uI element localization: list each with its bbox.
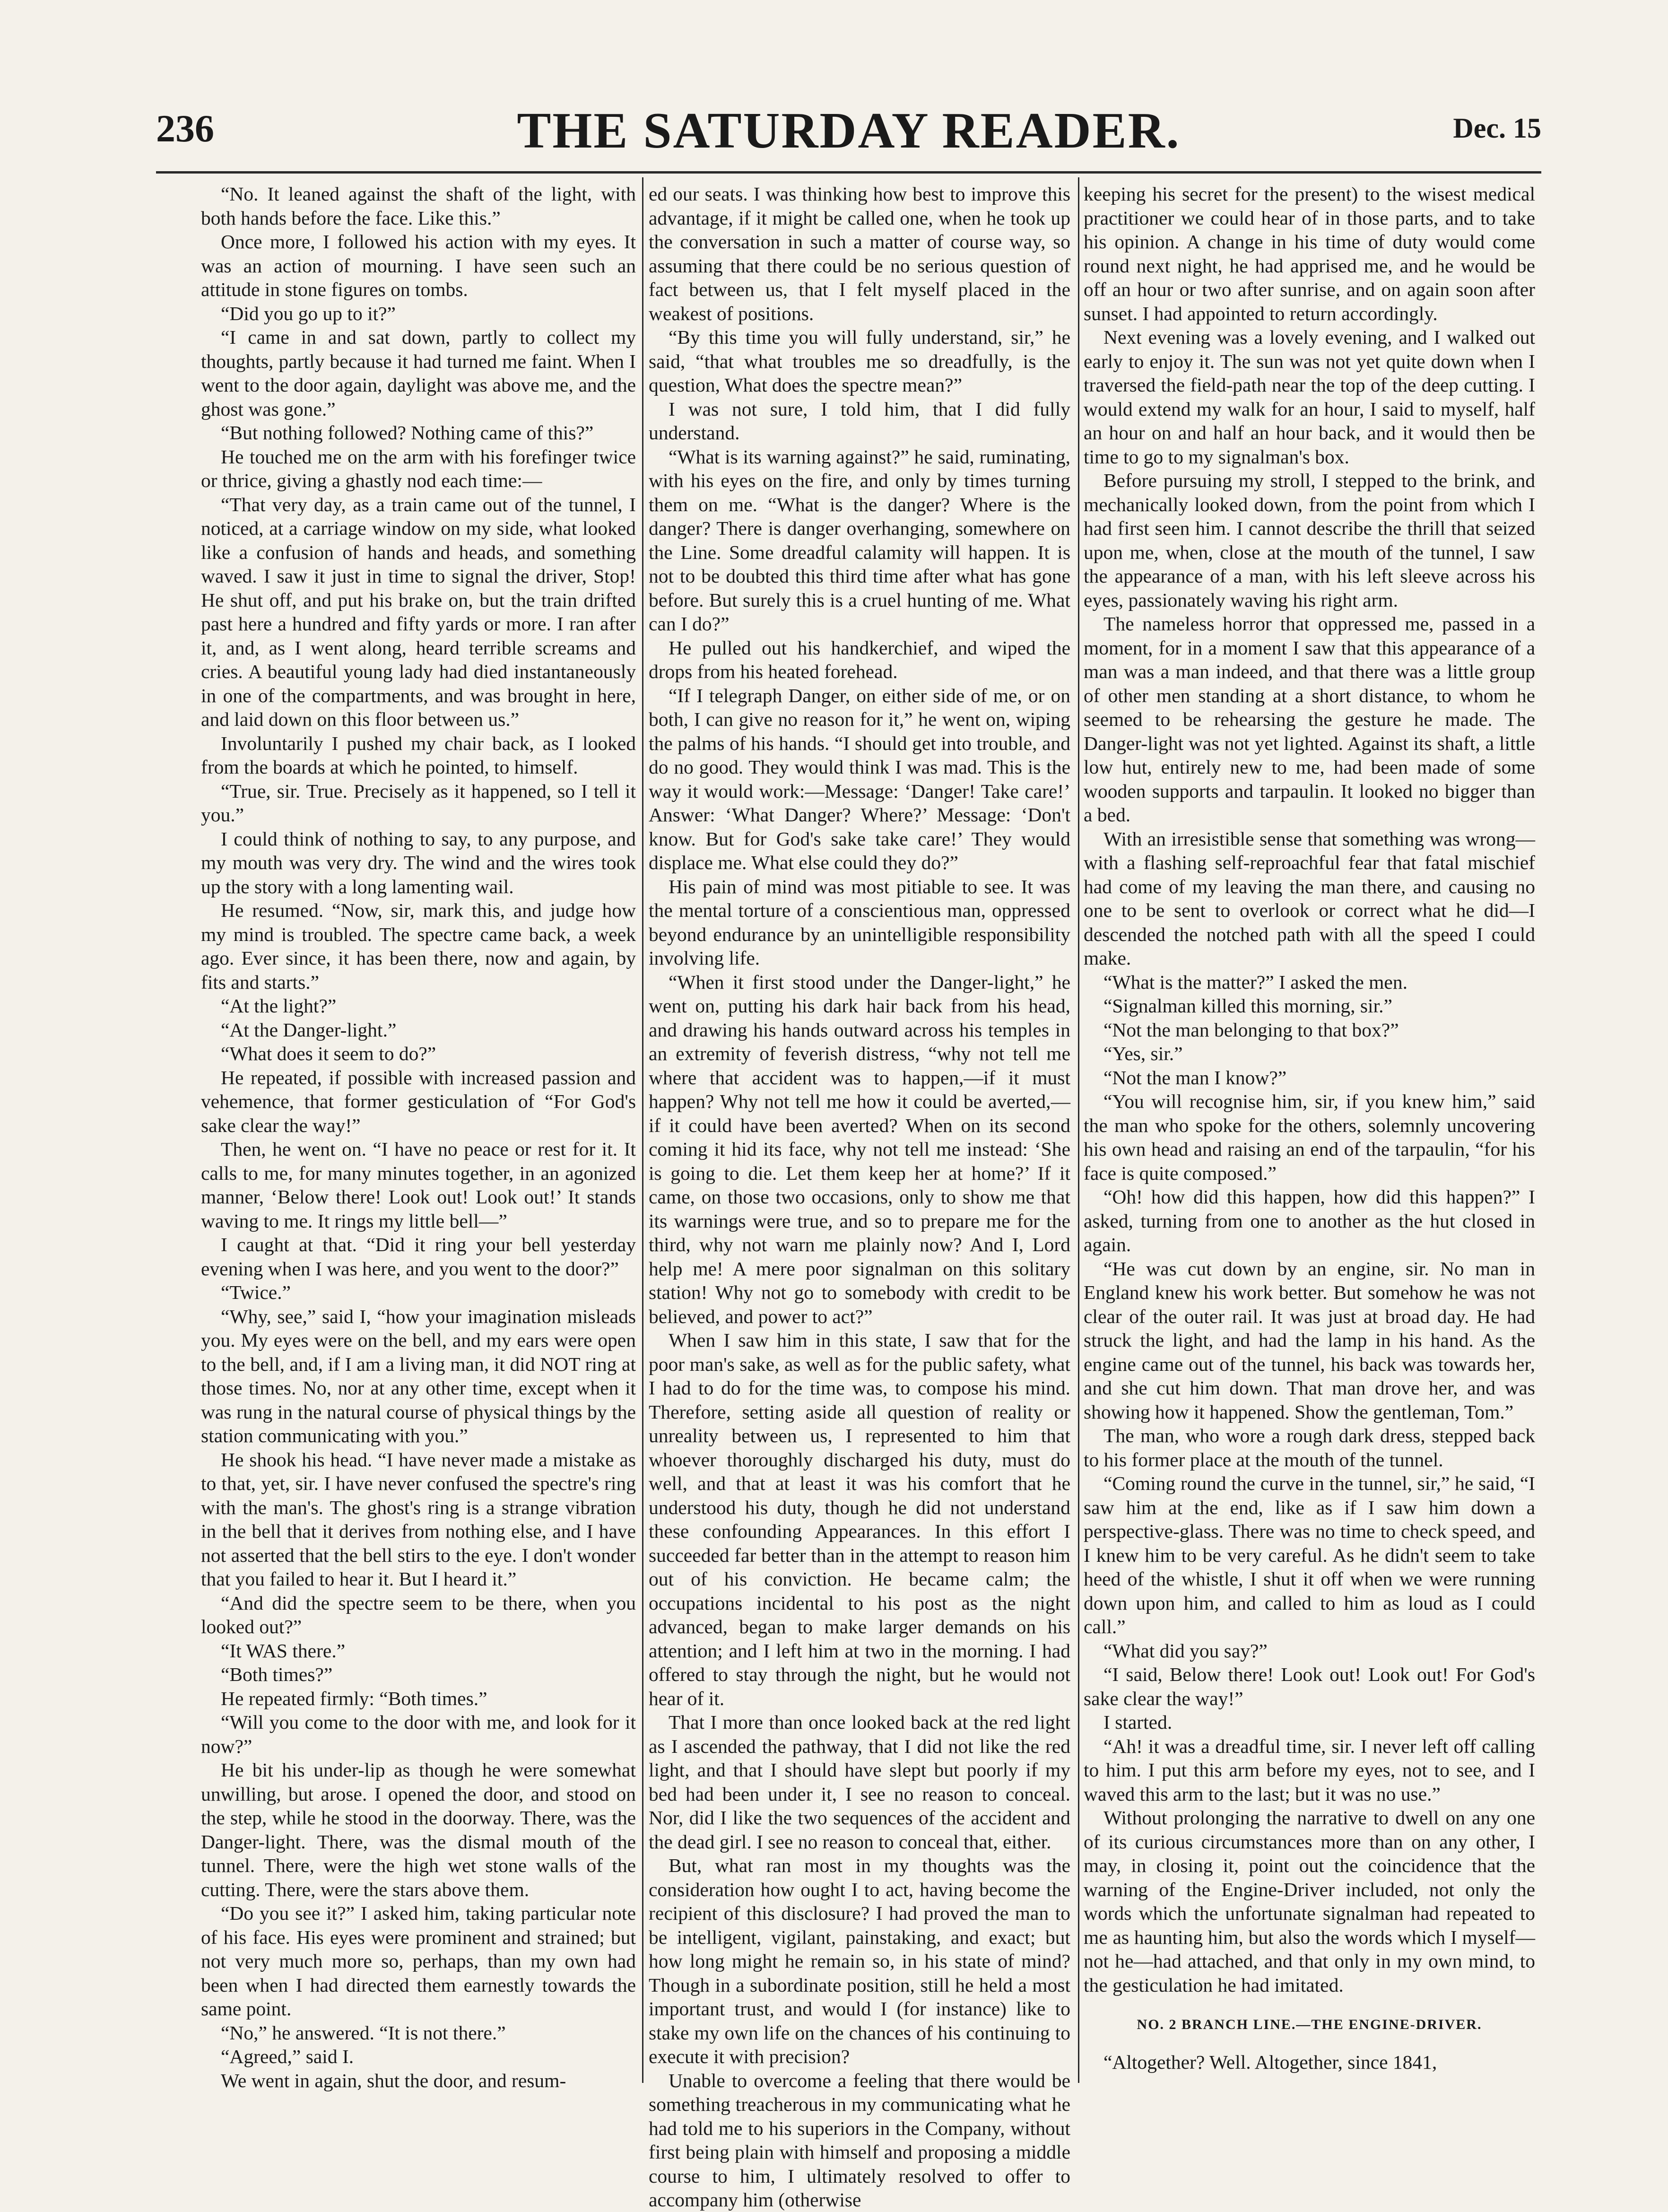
paragraph: Unable to overcome a feeling that there would be something treacherous in my communicating what he had told me to his superiors in the Company, without first being plain with himself and proposing a middle course to him, I ultimately resolved to offer to accompany him (otherwise	[649, 2069, 1070, 2211]
paragraph: “Not the man I know?”	[1103, 1066, 1287, 1089]
paragraph: “I said, Below there! Look out! Look out! For God's sake clear the way!”	[1084, 1663, 1535, 1709]
text-column-1	[201, 182, 636, 2111]
paragraph: He touched me on the arm with his forefinger twice or thrice, giving a ghastly nod each time:—	[201, 445, 636, 491]
paragraph: ed our seats. I was thinking how best to improve this advantage, if it might be called one, when he took up the conversation in such a matter of course way, so assuming that there could be no serious question of fact between us, that I felt myself placed in the weakest of positions.	[649, 183, 1070, 324]
paragraph: With an irresistible sense that something was wrong—with a flashing self-reproachful fear that fatal mischief had come of my leaving the man there, and causing no one to be sent to overlook or correct what he did—I descended the notched path with all the speed I could make.	[1084, 827, 1535, 969]
paragraph: He shook his head. “I have never made a mistake as to that, yet, sir. I have never confused the spectre's ring with the man's. The ghost's ring is a strange vibration in the bell that it derives from nothing else, and I have not asserted that the bell stirs to the eye. I don't wonder that you failed to hear it. But I heard it.”	[201, 1448, 636, 1590]
paragraph: “Not the man belonging to that box?”	[1103, 1019, 1399, 1041]
paragraph: “Do you see it?” I asked him, taking particular note of his face. His eyes were prominent and strained; but not very much more so, perhaps, than my own had been when I had directed them earnestly towards the same point.	[201, 1902, 636, 2020]
paragraph: “If I telegraph Danger, on either side of me, or on both, I can give no reason for it,” he went on, wiping the palms of his hands. “I should get into trouble, and do no good. They would think I was mad. This is the way it would work:—Message: ‘Danger! Take care!’ Answer: ‘What Danger? Where?’ Message: ‘Don't know. But for God's sake take care!’ They would displace me. What else could they do?”	[649, 684, 1070, 873]
issue-date: Dec. 15	[1453, 113, 1541, 144]
paragraph: I caught at that. “Did it ring your bell yesterday evening when I was here, and you went to the door?”	[201, 1234, 636, 1280]
paragraph: “Twice.”	[221, 1281, 291, 1303]
text-column-2	[649, 182, 1070, 2211]
paragraph: I could think of nothing to say, to any purpose, and my mouth was very dry. The wind and the wires took up the story with a long lamenting wail.	[201, 827, 636, 897]
paragraph: The nameless horror that oppressed me, passed in a moment, for in a moment I saw that this appearance of a man was a man indeed, and that there was a little group of other men standing at a short distance, to whom he seemed to be rehearsing the gesture he made. The Danger-light was not yet lighted. Against its shaft, a little low hut, entirely new to me, had been made of some wooden supports and tarpaulin. It looked no bigger than a bed.	[1084, 613, 1535, 826]
paragraph: Before pursuing my stroll, I stepped to the brink, and mechanically looked down, from the point from which I had first seen him. I cannot describe the thrill that seized upon me, when, close at the mouth of the tunnel, I saw the appearance of a man, with his left sleeve across his eyes, passionately waving his right arm.	[1084, 470, 1535, 611]
column-divider-2	[1078, 177, 1079, 2083]
paragraph: “It WAS there.”	[221, 1639, 346, 1662]
paragraph: “What is its warning against?” he said, ruminating, with his eyes on the fire, and only by times turning them on me. “What is the danger? Where is the danger? There is danger overhanging, somewhere on the Line. Some dreadful calamity will happen. It is not to be doubted this third time after what has gone before. But surely this is a cruel hunting of me. What can I do?”	[649, 445, 1070, 635]
paragraph: Next evening was a lovely evening, and I walked out early to enjoy it. The sun was not yet quite down when I traversed the field-path near the top of the deep cutting. I would extend my walk for an hour, I said to myself, half an hour on and half an hour back, and it would then be time to go to my signalman's box.	[1084, 326, 1535, 468]
paragraph: “No. It leaned against the shaft of the light, with both hands before the face. Like this.”	[201, 183, 636, 229]
paragraph: I started.	[1103, 1711, 1173, 1733]
closing-line: “Altogether? Well. Altogether, since 1841,	[1103, 2051, 1437, 2073]
text-column-3	[1084, 182, 1535, 2111]
paragraph: “You will recognise him, sir, if you knew him,” said the man who spoke for the others, solemnly uncovering his own head and raising an end of the tarpaulin, “for his face is quite composed.”	[1084, 1090, 1535, 1184]
paragraph: “Agreed,” said I.	[221, 2046, 354, 2067]
paragraph: “Yes, sir.”	[1103, 1043, 1183, 1064]
paragraph: Then, he went on. “I have no peace or rest for it. It calls to me, for many minutes together, in an agonized manner, ‘Below there! Look out! Look out!’ It stands waving to me. It rings my little bell—”	[201, 1138, 636, 1232]
paragraph: Involuntarily I pushed my chair back, as I looked from the boards at which he pointed, to himself.	[201, 732, 636, 778]
paragraph: “Signalman killed this morning, sir.”	[1103, 995, 1392, 1017]
paragraph: “Coming round the curve in the tunnel, sir,” he said, “I saw him at the end, like as if I saw him down a perspective-glass. There was no time to check speed, and I knew him to be very careful. As he didn't seem to take heed of the whistle, I shut it off when we were running down upon him, and called to him as loud as I could call.”	[1084, 1472, 1535, 1637]
page-number: 236	[156, 107, 214, 150]
paragraph: The man, who wore a rough dark dress, stepped back to his former place at the mouth of the tunnel.	[1084, 1425, 1535, 1471]
paragraph: We went in again, shut the door, and resum-	[221, 2069, 566, 2091]
paragraph: He repeated, if possible with increased passion and vehemence, that former gesticulation of “For God's sake clear the way!”	[201, 1066, 636, 1136]
paragraph: “He was cut down by an engine, sir. No man in England knew his work better. But somehow he was not clear of the outer rail. It was just at broad day. He had struck the light, and had the lamp in his hand. As the engine came out of the tunnel, his back was towards her, and she cut him down. That man drove her, and was showing how it happened. Show the gentleman, Tom.”	[1084, 1257, 1535, 1423]
column-divider-1	[642, 177, 643, 2083]
paragraph: “True, sir. True. Precisely as it happened, so I tell it you.”	[201, 780, 636, 826]
paragraph: Without prolonging the narrative to dwell on any one of its curious circumstances more than on any other, I may, in closing it, point out the coincidence that the warning of the Engine-Driver included, not only the words which the unfortunate signalman had repeated to me as haunting him, but also the words which I myself—not he—had attached, and that only in my own mind, to the gesticulation he had imitated.	[1084, 1807, 1535, 1996]
paragraph: “Oh! how did this happen, how did this happen?” I asked, turning from one to another as the hut closed in again.	[1084, 1186, 1535, 1255]
paragraph: He repeated firmly: “Both times.”	[221, 1687, 487, 1709]
paragraph: That I more than once looked back at the red light as I ascended the pathway, that I did not like the red light, and that I should have slept but poorly if my bed had been under it, I see no reason to conceal. Nor, did I like the two sequences of the accident and the dead girl. I see no reason to conceal that, either.	[649, 1711, 1070, 1853]
paragraph: “Why, see,” said I, “how your imagination misleads you. My eyes were on the bell, and my ears were open to the bell, and, if I am a living man, it did NOT ring at those times. No, nor at any other time, except when it was rung in the natural course of physical things by the station communicating with you.”	[201, 1305, 636, 1446]
paragraph: “I came in and sat down, partly to collect my thoughts, partly because it had turned me faint. When I went to the door again, daylight was above me, and the ghost was gone.”	[201, 326, 636, 420]
paragraph: “And did the spectre seem to be there, when you looked out?”	[201, 1592, 636, 1637]
paragraph: “Did you go up to it?”	[221, 302, 396, 324]
paragraph: But, what ran most in my thoughts was the consideration how ought I to act, having become the recipient of this disclosure? I had proved the man to be intelligent, vigilant, painstaking, and exact; but how long might he remain so, in his state of mind? Though in a subordinate position, still he held a most important trust, and would I (for instance) like to stake my own life on the chances of his continuing to execute it with precision?	[649, 1855, 1070, 2067]
paragraph: He pulled out his handkerchief, and wiped the drops from his heated forehead.	[649, 636, 1070, 682]
masthead	[156, 102, 1541, 168]
paragraph: “At the light?”	[221, 995, 337, 1017]
header-rule	[156, 171, 1541, 174]
paragraph: His pain of mind was most pitiable to see. It was the mental torture of a conscientious man, oppressed beyond endurance by an unintelligible responsibility involving life.	[649, 875, 1070, 969]
paragraph: Once more, I followed his action with my eyes. It was an action of mourning. I have seen such an attitude in stone figures on tombs.	[201, 231, 636, 300]
paragraph: keeping his secret for the present) to the wisest medical practitioner we could hear of in those parts, and to take his opinion. A change in his time of duty would come round next night, he had apprised me, and he would be off an hour or two after sunrise, and on again soon after sunset. I had appointed to return accordingly.	[1084, 183, 1535, 324]
paragraph: “What did you say?”	[1103, 1639, 1268, 1662]
paper-title: THE SATURDAY READER.	[517, 103, 1181, 159]
paragraph: He bit his under-lip as though he were somewhat unwilling, but arose. I opened the door, and stood on the step, while he stood in the doorway. There, was the Danger-light. There, was the dismal mouth of the tunnel. There, were the high wet stone walls of the cutting. There, were the stars above them.	[201, 1759, 636, 1900]
paragraph: “At the Danger-light.”	[221, 1019, 397, 1041]
paragraph: “When it first stood under the Danger-light,” he went on, putting his dark hair back from his head, and drawing his hands outward across his temples in an extremity of feverish distress, “why not tell me where that accident was to happen,—if it must happen? Why not tell me how it could be averted,—if it could have been averted? When on its second coming it hid its face, why not tell me instead: ‘She is going to die. Let them keep her at home?’ If it came, on those two occasions, only to show me that its warnings were true, and so to prepare me for the third, why not warn me plainly now? And I, Lord help me! A mere poor signalman on this solitary station! Why not go to somebody with credit to be believed, and power to act?”	[649, 971, 1070, 1327]
paragraph: “By this time you will fully understand, sir,” he said, “that what troubles me so dreadfully, is the question, What does the spectre mean?”	[649, 326, 1070, 396]
paragraph: “Will you come to the door with me, and look for it now?”	[201, 1711, 636, 1757]
paragraph: “What is the matter?” I asked the men.	[1103, 971, 1407, 993]
paragraph: “Ah! it was a dreadful time, sir. I never left off calling to him. I put this arm before my eyes, not to see, and I waved this arm to the last; but it was no use.”	[1084, 1735, 1535, 1805]
paragraph: “No,” he answered. “It is not there.”	[221, 2021, 506, 2044]
paragraph: “Both times?”	[221, 1663, 333, 1685]
paragraph: When I saw him in this state, I saw that for the poor man's sake, as well as for the public safety, what I had to do for the time was, to compose his mind. Therefore, setting aside all question of reality or unreality between us, I represented to him that whoever thoroughly discharged his duty, must do well, and that at least it was his comfort that he understood his duty, though he did not understand these confounding Appearances. In this effort I succeeded far better than in the attempt to reason him out of his conviction. He became calm; the occupations incidental to his post as the night advanced, began to make larger demands on his attention; and I left him at two in the morning. I had offered to stay through the night, but he would not hear of it.	[649, 1329, 1070, 1709]
paragraph: I was not sure, I told him, that I did fully understand.	[649, 398, 1070, 444]
paragraph: He resumed. “Now, sir, mark this, and judge how my mind is troubled. The spectre came back, a week ago. Ever since, it has been there, now and again, by fits and starts.”	[201, 899, 636, 993]
paragraph: “But nothing followed? Nothing came of this?”	[221, 422, 594, 444]
section-heading: NO. 2 BRANCH LINE.—THE ENGINE-DRIVER.	[1137, 2017, 1482, 2032]
paragraph: “That very day, as a train came out of the tunnel, I noticed, at a carriage window on my side, what looked like a confusion of hands and heads, and something waved. I saw it just in time to signal the driver, Stop! He shut off, and put his brake on, but the train drifted past here a hundred and fifty yards or more. I ran after it, and, as I went along, heard terrible screams and cries. A beautiful young lady had died instantaneously in one of the compartments, and was brought in here, and laid down on this floor between us.”	[201, 493, 636, 730]
paragraph: “What does it seem to do?”	[221, 1043, 436, 1064]
